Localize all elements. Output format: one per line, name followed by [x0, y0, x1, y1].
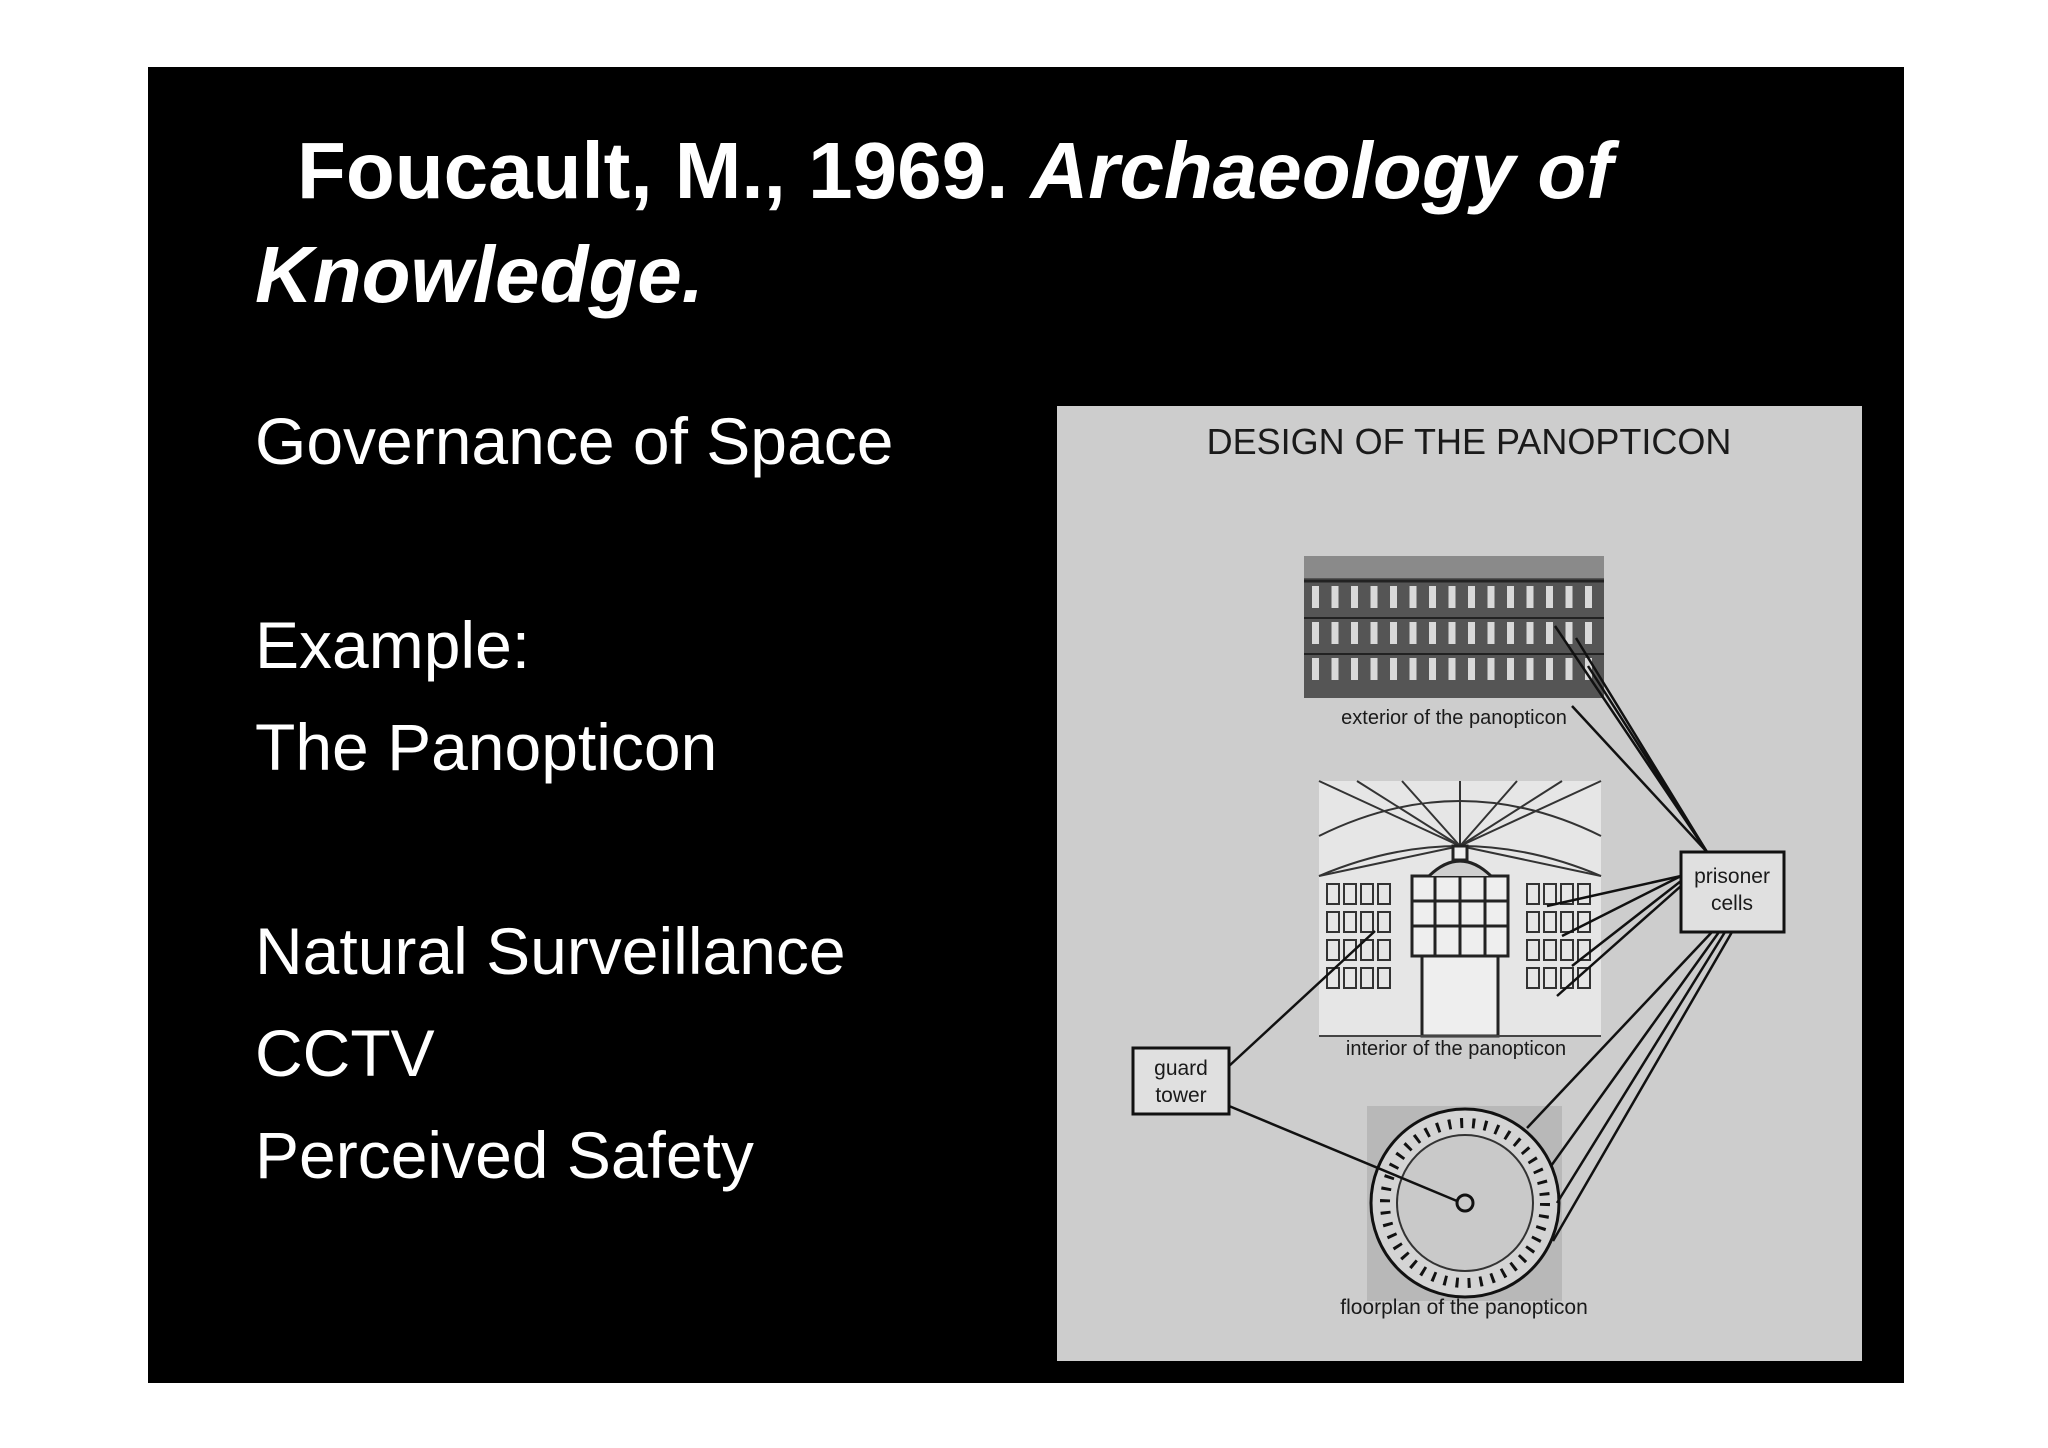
panopticon-figure	[1057, 406, 1862, 1361]
title-book: Archaeology of Knowledge.	[255, 126, 1613, 319]
bullet-cctv: CCTV	[255, 1016, 435, 1090]
floorplan-drawing	[1367, 1106, 1562, 1301]
bullet-panopticon: The Panopticon	[255, 710, 718, 784]
bullet-list	[255, 390, 1075, 1206]
guard-label-line2: tower	[1155, 1084, 1207, 1107]
bullet-perceived-safety: Perceived Safety	[255, 1118, 754, 1192]
bullet-example: Example:	[255, 608, 531, 682]
guard-label-line1: guard	[1154, 1057, 1208, 1080]
prisoner-label-line2: cells	[1710, 892, 1754, 915]
interior-drawing	[1319, 781, 1601, 1036]
caption-floorplan: floorplan of the panopticon	[1340, 1296, 1588, 1319]
caption-exterior: exterior of the panopticon	[1341, 707, 1567, 729]
slide	[148, 67, 1904, 1383]
figure-heading: DESIGN OF THE PANOPTICON	[1206, 421, 1732, 462]
slide-title	[255, 119, 1855, 327]
prisoner-label-line1: prisoner	[1694, 865, 1770, 888]
exterior-drawing	[1304, 556, 1604, 698]
bullet-natural-surveillance: Natural Surveillance	[255, 914, 846, 988]
bullet-spacer	[255, 798, 1075, 900]
prisoner-cells-label	[1681, 852, 1784, 932]
panopticon-diagram	[1057, 406, 1862, 1361]
bullet-spacer	[255, 492, 1075, 594]
guard-tower-label	[1133, 1048, 1229, 1114]
caption-interior: interior of the panopticon	[1345, 1038, 1567, 1060]
bullet-governance: Governance of Space	[255, 404, 894, 478]
title-citation: Foucault, M., 1969.	[297, 126, 1009, 215]
